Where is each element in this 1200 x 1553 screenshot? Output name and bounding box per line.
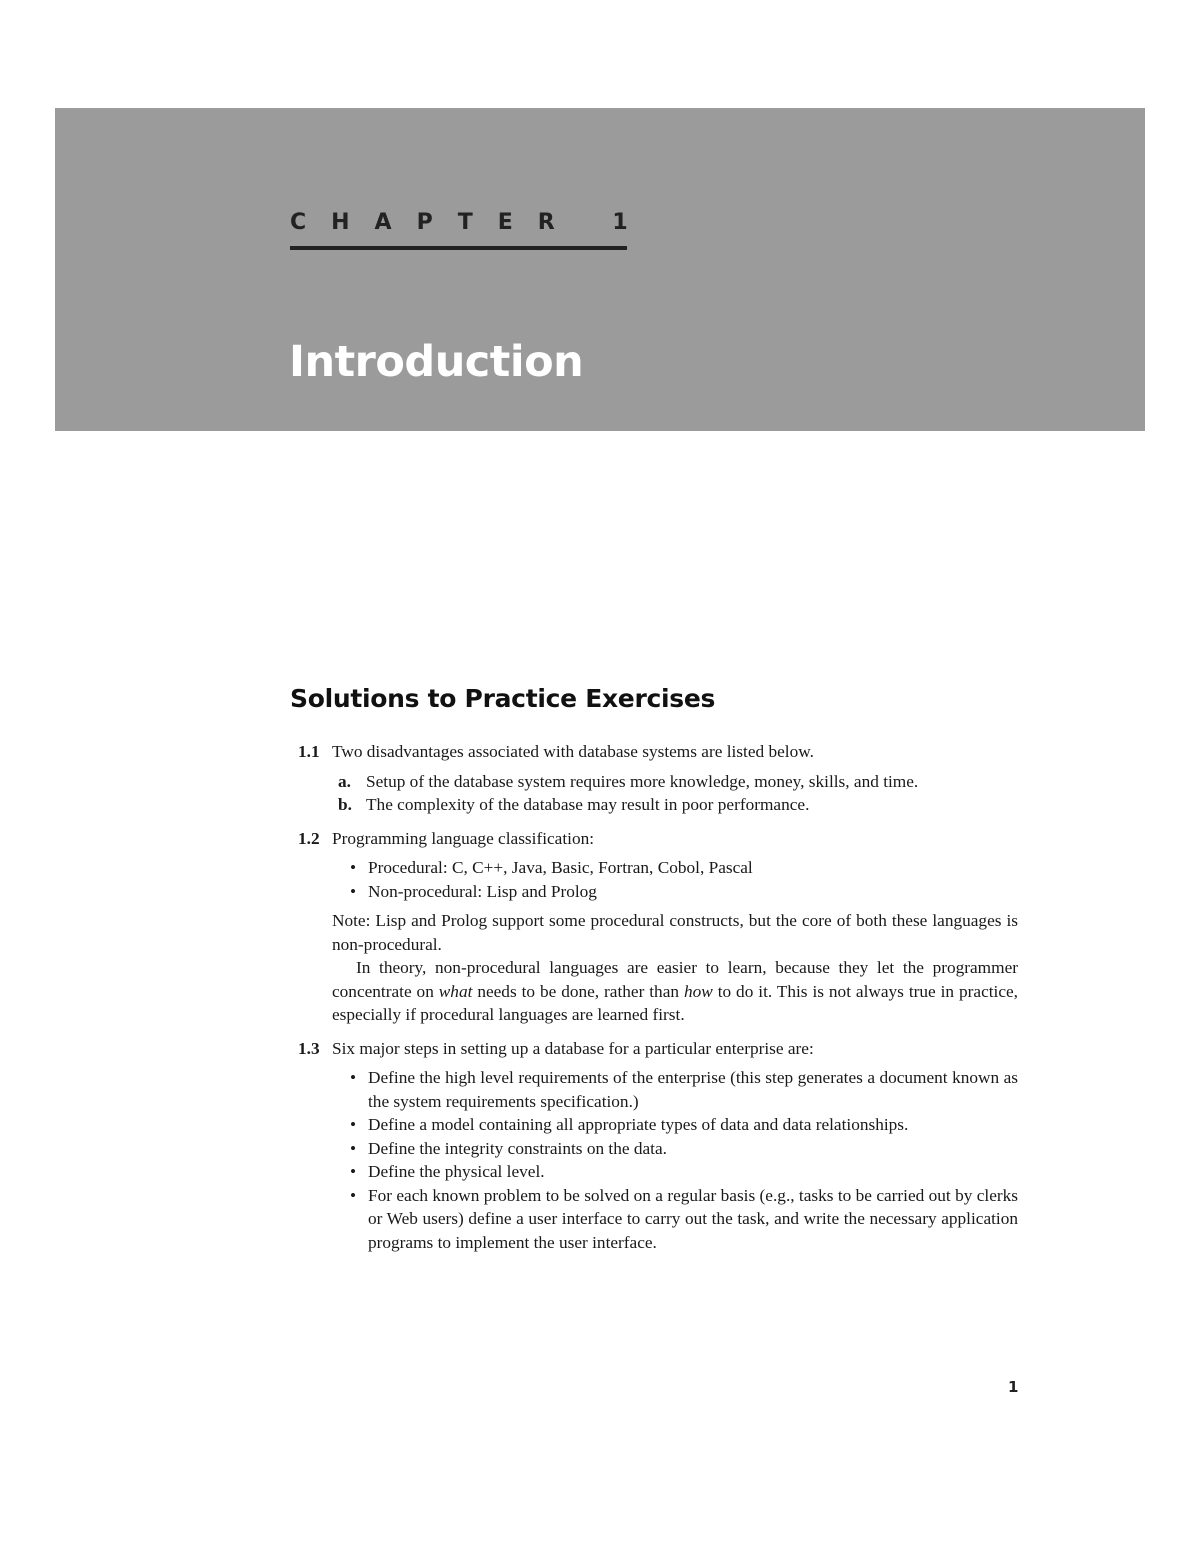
- list-item: [332, 856, 1018, 880]
- emphasis-what: what: [438, 981, 473, 1001]
- lettered-list: [332, 770, 1018, 817]
- item-text: The complexity of the database may result in poor performance.: [366, 795, 810, 814]
- exercise-intro: Six major steps in setting up a database for a particular enterprise are:: [332, 1038, 814, 1058]
- list-item: [332, 880, 1018, 904]
- exercise-intro: Two disadvantages associated with database systems are listed below.: [332, 742, 814, 761]
- paragraph-text: needs to be done, rather than: [472, 981, 684, 1001]
- exercise-1-1: [298, 740, 1018, 817]
- item-letter: b.: [338, 795, 352, 814]
- bullet-icon: •: [350, 1115, 357, 1134]
- chapter-banner: [55, 108, 1145, 431]
- section-heading: Solutions to Practice Exercises: [290, 684, 716, 713]
- exercise-1-3: [298, 1037, 1018, 1255]
- list-item: [332, 1160, 1018, 1184]
- bullet-icon: •: [350, 1138, 357, 1158]
- item-text: Non-procedural: Lisp and Prolog: [368, 881, 597, 901]
- item-text: Define a model containing all appropriate types of data and data relationships.: [368, 1115, 909, 1134]
- item-letter: a.: [338, 771, 351, 791]
- exercise-number: 1.3: [298, 1038, 320, 1058]
- list-item: [332, 1066, 1018, 1113]
- item-text: Setup of the database system requires more knowledge, money, skills, and time.: [366, 771, 919, 791]
- bullet-icon: •: [350, 1068, 357, 1087]
- page-number: 1: [1008, 1378, 1019, 1396]
- exercise-number: 1.2: [298, 828, 320, 848]
- exercise-intro: Programming language classification:: [332, 828, 595, 848]
- item-text: Define the physical level.: [368, 1162, 545, 1181]
- chapter-title: Introduction: [289, 337, 584, 387]
- list-item: [332, 1113, 1018, 1137]
- item-text: Define the high level requirements of the enterprise (this step generates a document known as the system requirements specification.): [368, 1068, 1018, 1111]
- paragraph-text: In theory, non-procedural languages are easier to learn, because they let the programmer concentrate on: [332, 958, 1018, 1001]
- exercise-number: 1.1: [298, 742, 320, 761]
- bullet-icon: •: [350, 858, 357, 877]
- chapter-label: CHAPTER 1: [290, 210, 653, 235]
- bullet-icon: •: [350, 1162, 357, 1181]
- exercise-list: [298, 740, 1018, 1264]
- bullet-icon: •: [350, 881, 357, 901]
- exercise-1-2: [298, 827, 1018, 1027]
- list-item: [332, 770, 1018, 794]
- list-item: [332, 793, 1018, 817]
- chapter-rule: [290, 246, 627, 250]
- bullet-icon: •: [350, 1185, 357, 1205]
- item-text: Procedural: C, C++, Java, Basic, Fortran, Cobol, Pascal: [368, 858, 753, 877]
- bullet-list: [332, 856, 1018, 903]
- list-item: [332, 1137, 1018, 1161]
- bullet-list: [332, 1066, 1018, 1254]
- paragraph-text: to do it. This is not always true in practice, especially if procedural languages are learned first.: [332, 981, 1018, 1024]
- item-text: Define the integrity constraints on the data.: [368, 1138, 667, 1158]
- list-item: [332, 1184, 1018, 1255]
- item-text: For each known problem to be solved on a regular basis (e.g., tasks to be carried out by clerks or Web users) define a user interface to carry out the task, and write the necessary application programs to implement the user interface.: [368, 1185, 1018, 1252]
- exercise-note: Note: Lisp and Prolog support some procedural constructs, but the core of both these languages is non-procedural.: [332, 911, 1018, 954]
- exercise-paragraph: [332, 956, 1018, 1027]
- emphasis-how: how: [683, 981, 713, 1001]
